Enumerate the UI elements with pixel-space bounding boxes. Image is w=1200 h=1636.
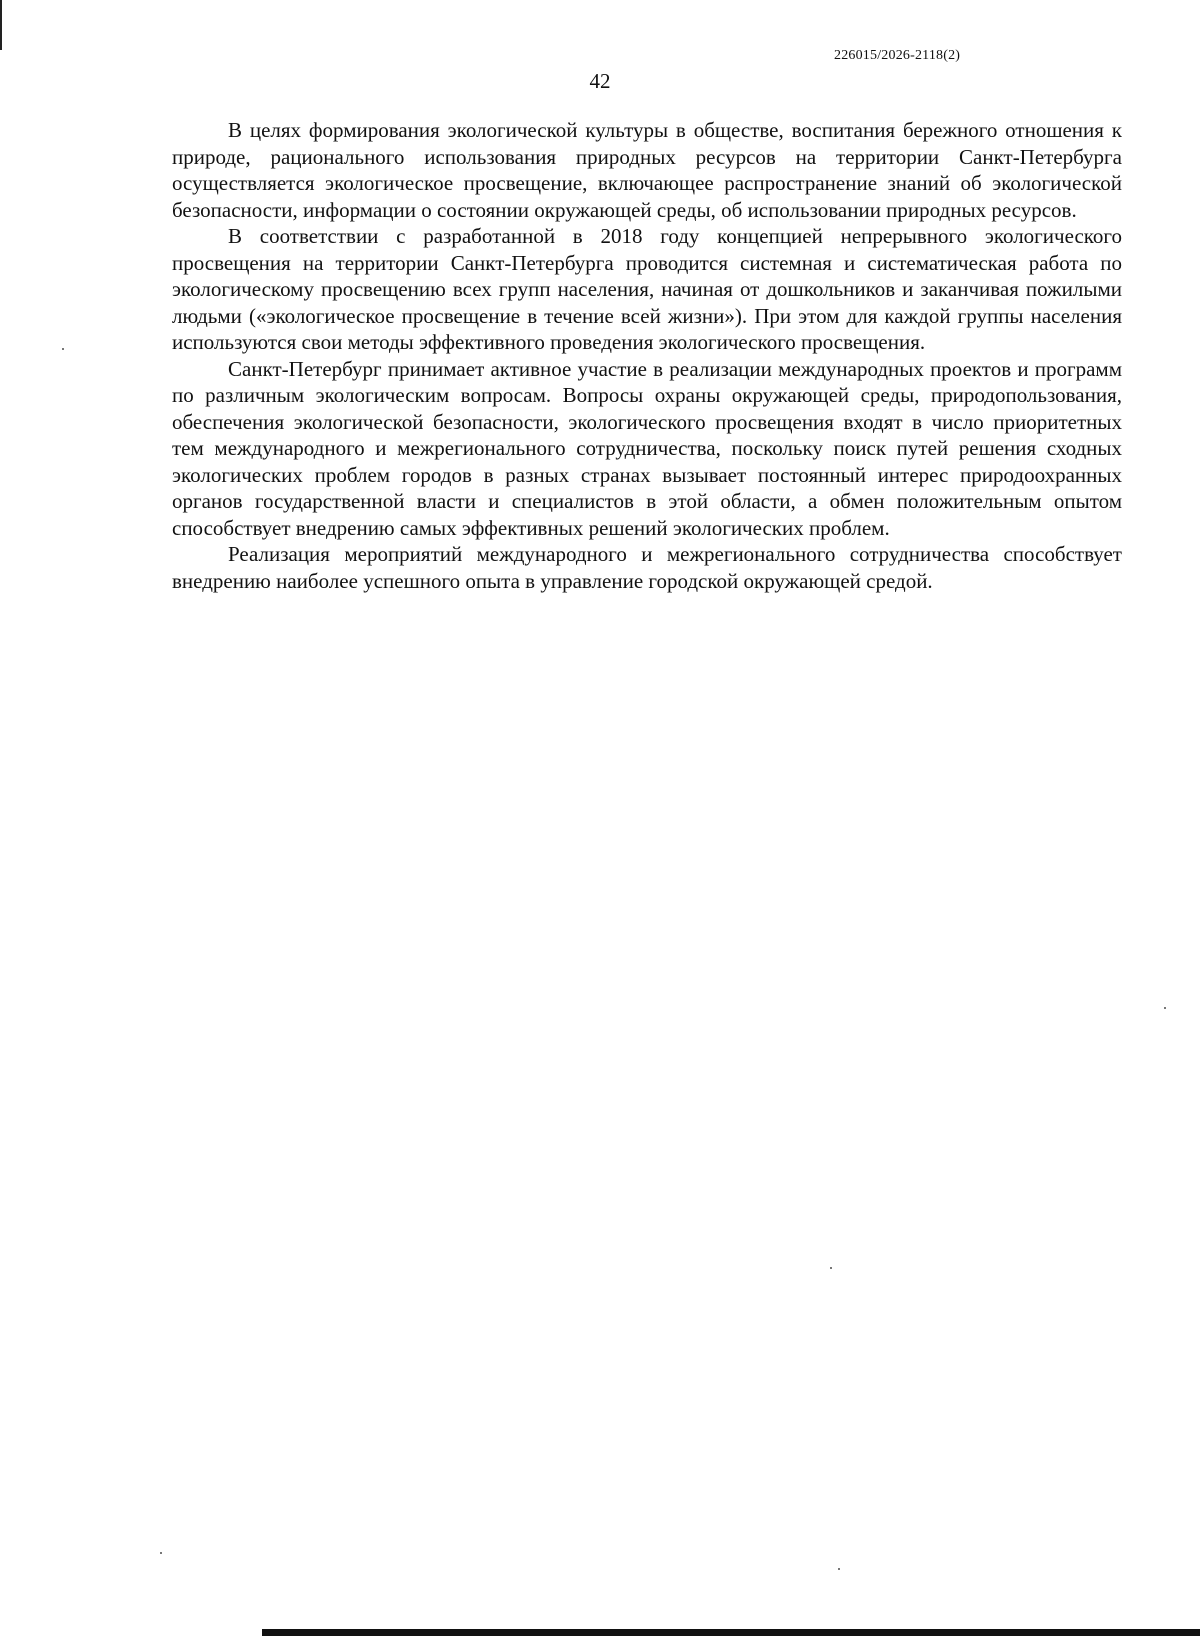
page-number: 42 <box>589 69 611 93</box>
document-registration-number: 226015/2026-2118(2) <box>834 48 961 63</box>
paragraph-4: Реализация мероприятий международного и межрегионального сотрудничества способствует внедрению наиболее успешного опыта в управление городской окружающей средой. <box>172 542 1122 593</box>
body-text <box>172 117 1122 594</box>
scan-speck <box>838 1568 840 1570</box>
scan-speck <box>1164 1007 1166 1009</box>
scan-speck <box>62 348 64 350</box>
scan-speck <box>160 1552 162 1554</box>
scan-speck <box>830 1267 832 1269</box>
scan-edge-left <box>0 0 2 50</box>
scan-edge-bottom <box>262 1629 1200 1636</box>
paragraph-2: В соответствии с разработанной в 2018 году концепцией непрерывного экологического просвещения на территории Санкт-Петербурга проводится системная и систематическая работа по экологическому просвещению всех групп населения, начиная от дошкольников и заканчивая пожилыми людьми («экологическое просвещение в течение всей жизни»). При этом для каждой группы населения используются свои методы эффективного проведения экологического просвещения. <box>172 224 1122 354</box>
paragraph-1: В целях формирования экологической культуры в обществе, воспитания бережного отношения к природе, рационального использования природных ресурсов на территории Санкт-Петербурга осуществляется экологическое просвещение, включающее распространение знаний об экологической безопасности, информации о состоянии окружающей среды, об использовании природных ресурсов. <box>172 118 1122 222</box>
paragraph-3: Санкт-Петербург принимает активное участие в реализации международных проектов и программ по различным экологическим вопросам. Вопросы охраны окружающей среды, природопользования, обеспечения экологической безопасности, экологического просвещения входят в число приоритетных тем международного и межрегионального сотрудничества, поскольку поиск путей решения сходных экологических проблем городов в разных странах вызывает постоянный интерес природоохранных органов государственной власти и специалистов в этой области, а обмен положительным опытом способствует внедрению самых эффективных решений экологических проблем. <box>172 356 1122 540</box>
